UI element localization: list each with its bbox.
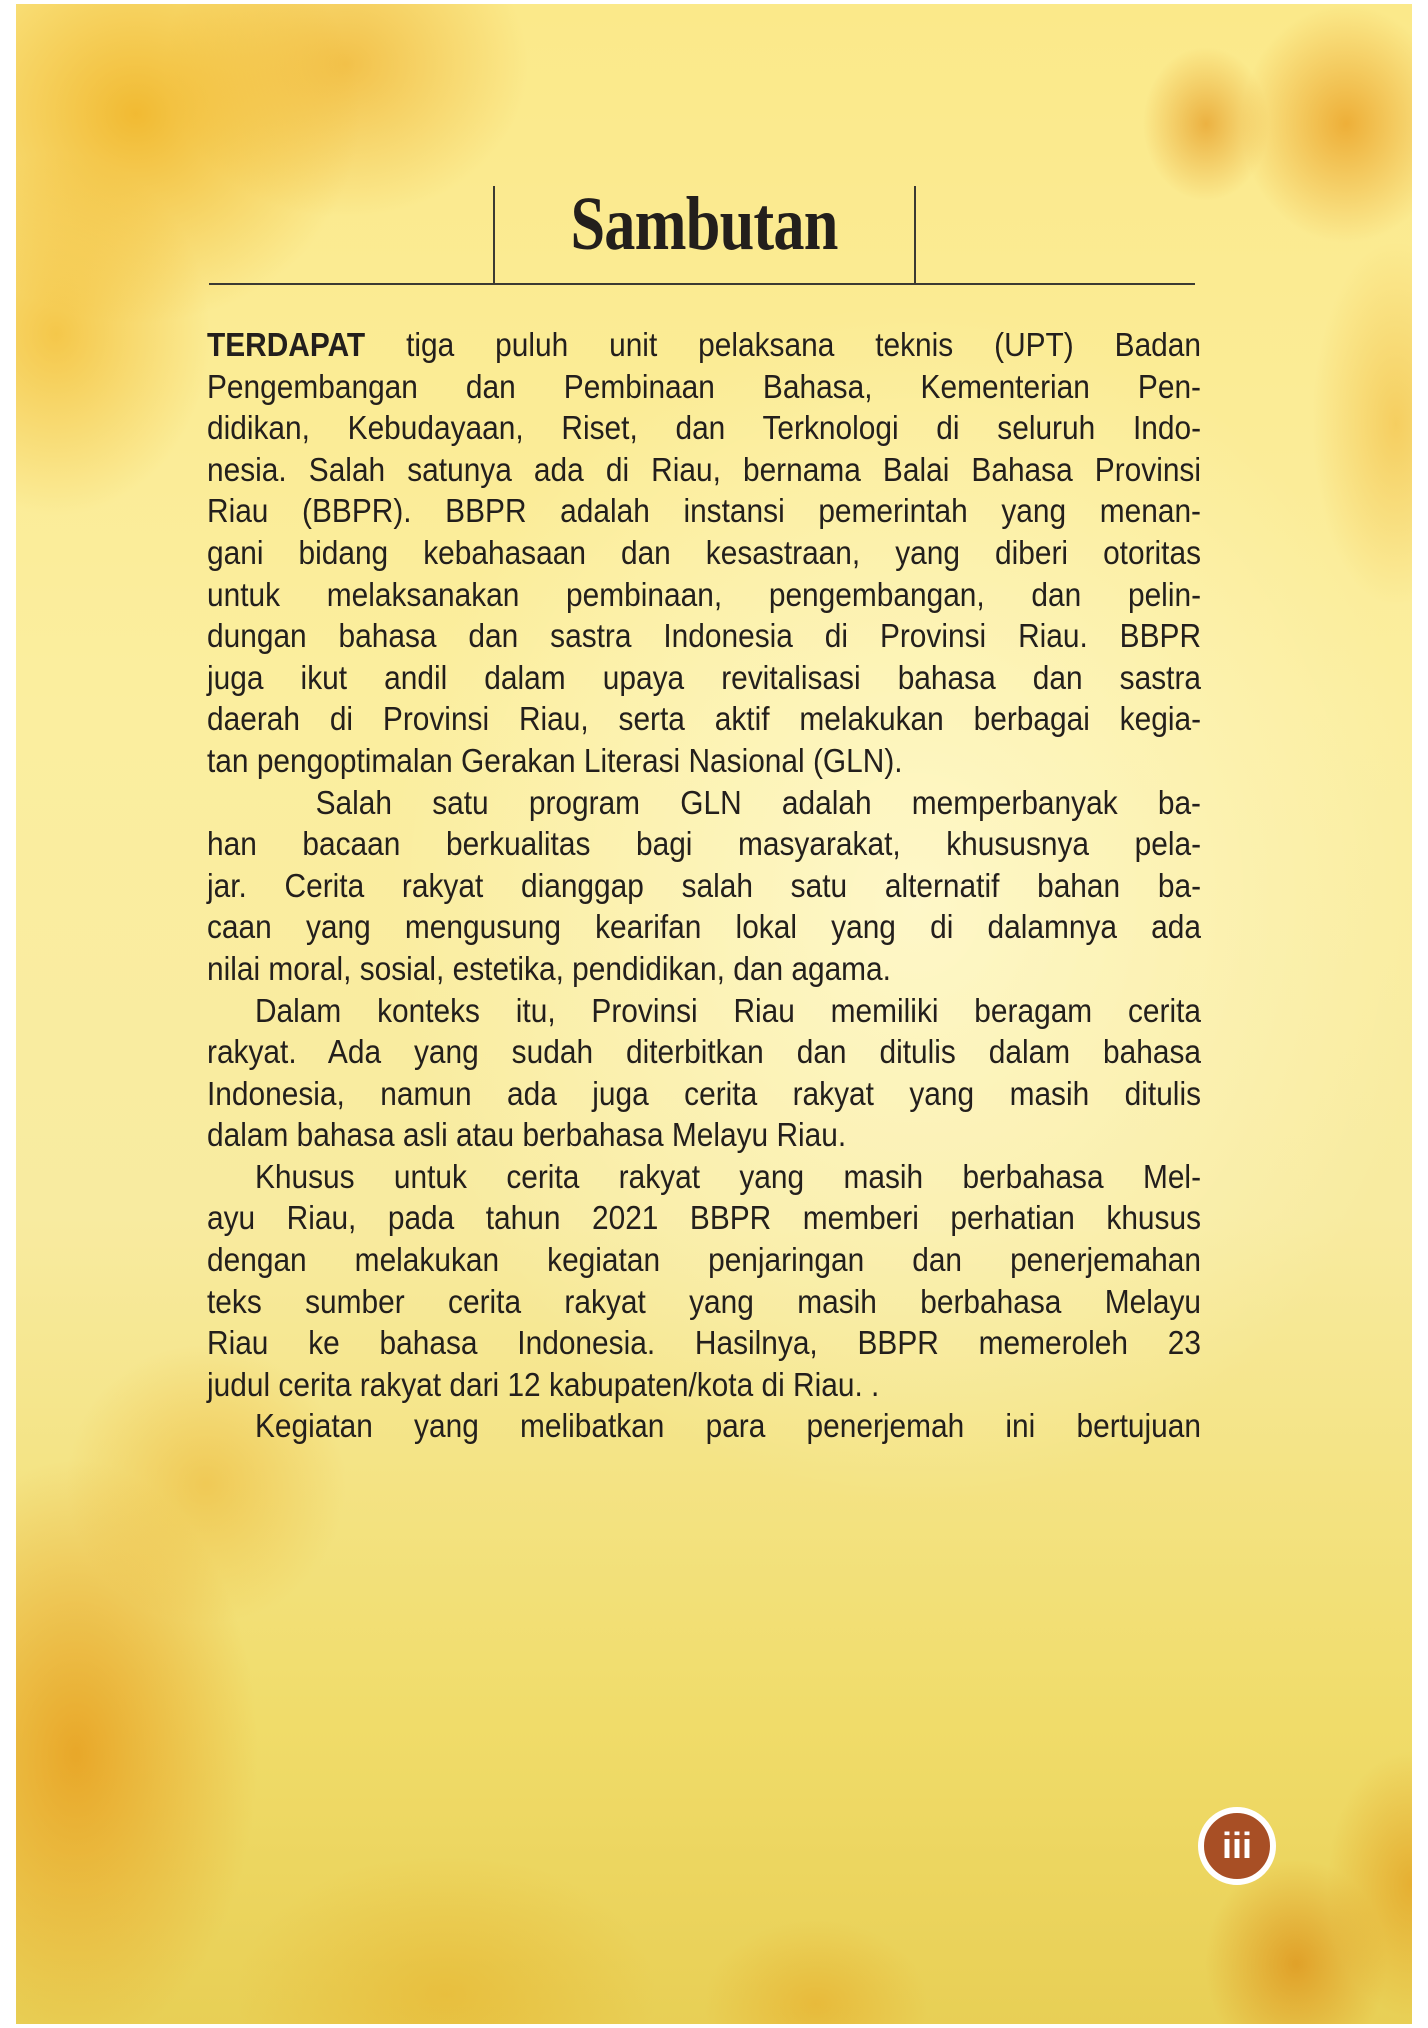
text-line: daerah di Provinsi Riau, serta aktif melakukan berbagai kegia- — [207, 700, 1202, 738]
text-line: dalam bahasa asli atau berbahasa Melayu Riau. — [207, 1116, 847, 1154]
text-line: Indonesia, namun ada juga cerita rakyat yang masih ditulis — [207, 1074, 1202, 1112]
text-line: Dalam konteks itu, Provinsi Riau memiliki beragam cerita — [254, 991, 1202, 1029]
text-line: juga ikut andil dalam upaya revitalisasi bahasa dan sastra — [207, 658, 1202, 696]
text-line: gani bidang kebahasaan dan kesastraan, yang diberi otoritas — [207, 533, 1202, 571]
text-line: ayu Riau, pada tahun 2021 BBPR memberi perhatian khusus — [207, 1199, 1202, 1237]
text-line: caan yang mengusung kearifan lokal yang di dalamnya ada — [207, 908, 1202, 946]
text-line: teks sumber cerita rakyat yang masih berbahasa Melayu — [207, 1282, 1202, 1320]
body-text — [207, 324, 1201, 1447]
text-line: dungan bahasa dan sastra Indonesia di Provinsi Riau. BBPR — [207, 617, 1202, 655]
text-line: Riau (BBPR). BBPR adalah instansi pemerintah yang menan- — [207, 492, 1202, 530]
text-line: han bacaan berkualitas bagi masyarakat, khususnya pela- — [207, 825, 1202, 863]
text-line: didikan, Kebudayaan, Riset, dan Terknologi di seluruh Indo- — [207, 409, 1202, 447]
text-line: jar. Cerita rakyat dianggap salah satu alternatif bahan ba- — [207, 866, 1202, 904]
text-line: rakyat. Ada yang sudah diterbitkan dan ditulis dalam bahasa — [207, 1033, 1202, 1071]
text-line: Riau ke bahasa Indonesia. Hasilnya, BBPR memeroleh 23 — [207, 1324, 1202, 1362]
page-number-badge: iii — [1198, 1807, 1276, 1885]
text-line: Kegiatan yang melibatkan para penerjemah ini bertujuan — [254, 1407, 1202, 1445]
text-line: nesia. Salah satunya ada di Riau, bernama Balai Bahasa Provinsi — [207, 450, 1202, 488]
page-title: Sambutan — [570, 182, 838, 266]
text-line: Pengembangan dan Pembinaan Bahasa, Kementerian Pen- — [207, 367, 1202, 405]
book-page — [16, 4, 1412, 2024]
lead-word: TERDAPAT — [207, 326, 366, 363]
text-line: judul cerita rakyat dari 12 kabupaten/kota di Riau. . — [207, 1365, 880, 1403]
text-line: tan pengoptimalan Gerakan Literasi Nasional (GLN). — [207, 741, 903, 779]
title-divider-left — [493, 186, 495, 284]
text-line: dengan melakukan kegiatan penjaringan dan penerjemahan — [207, 1241, 1202, 1279]
title-divider-right — [914, 186, 916, 284]
text-line: TERDAPAT tiga puluh unit pelaksana teknis (UPT) Badan — [207, 326, 1202, 363]
text-line: nilai moral, sosial, estetika, pendidikan, dan agama. — [207, 949, 891, 987]
text-line: untuk melaksanakan pembinaan, pengembangan, dan pelin- — [207, 575, 1202, 613]
title-underline-rule — [209, 283, 1195, 285]
text-line: Salah satu program GLN adalah memperbanyak ba- — [315, 783, 1202, 821]
text-line: Khusus untuk cerita rakyat yang masih berbahasa Mel- — [254, 1157, 1202, 1195]
